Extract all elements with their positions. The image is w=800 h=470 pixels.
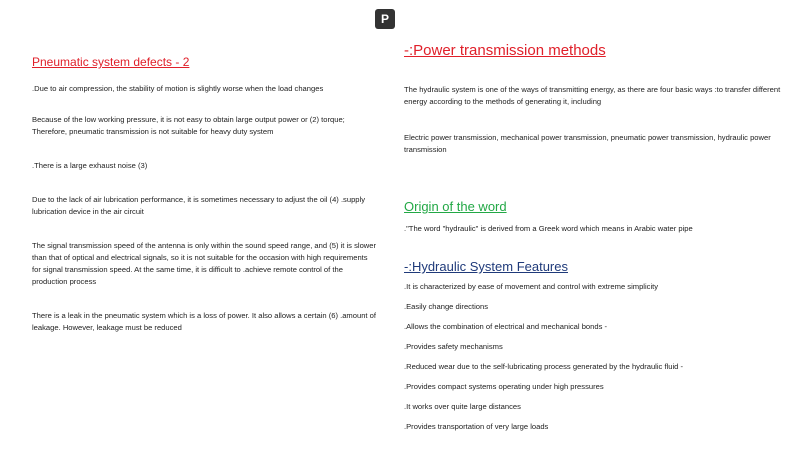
feature-item: .It is characterized by ease of movement and control with extreme simplicity bbox=[404, 282, 659, 291]
feature-item: .Reduced wear due to the self-lubricating process generated by the hydraulic fluid - bbox=[404, 362, 684, 371]
right-column bbox=[404, 42, 784, 441]
defect-paragraph-1: .Due to air compression, the stability of motion is slightly worse when the load changes bbox=[32, 84, 324, 93]
feature-item: .Provides compact systems operating under high pressures bbox=[404, 382, 604, 391]
power-transmission-heading: -:Power transmission methods bbox=[404, 42, 606, 59]
feature-item: .It works over quite large distances bbox=[404, 402, 521, 411]
features-list bbox=[404, 281, 784, 433]
hydraulic-features-heading: -:Hydraulic System Features bbox=[404, 259, 568, 274]
defect-paragraph-5: The signal transmission speed of the antenna is only within the sound speed range, and (5) it is slower than that of optical and electrical signals, so it is not suitable for the occasion with high requirements for signal transmission speed. At the same time, it is difficult to .achieve remote control of the production process bbox=[32, 241, 377, 286]
defect-paragraph-6: There is a leak in the pneumatic system which is a loss of power. It also allows a certain (6) .amount of leakage. However, leakage must be reduced bbox=[32, 311, 376, 332]
origin-heading: Origin of the word bbox=[404, 199, 507, 214]
origin-paragraph: ."The word "hydraulic" is derived from a Greek word which means in Arabic water pipe bbox=[404, 224, 693, 233]
transmission-intro-paragraph: The hydraulic system is one of the ways of transmitting energy, as there are four basic ways :to transfer different energy according to the methods of generating it, including bbox=[404, 85, 781, 106]
feature-item: .Provides transportation of very large loads bbox=[404, 422, 549, 431]
defect-paragraph-4: Due to the lack of air lubrication performance, it is sometimes necessary to adjust the oil (4) .supply lubrication device in the air circuit bbox=[32, 195, 366, 216]
left-column bbox=[32, 55, 377, 356]
feature-item: .Provides safety mechanisms bbox=[404, 342, 503, 351]
pneumatic-defects-heading: Pneumatic system defects - 2 bbox=[32, 55, 190, 69]
transmission-types-paragraph: Electric power transmission, mechanical power transmission, pneumatic power transmission, hydraulic power transmission bbox=[404, 133, 771, 154]
page-badge-icon bbox=[375, 9, 395, 29]
feature-item: .Easily change directions bbox=[404, 302, 488, 311]
defect-paragraph-2: Because of the low working pressure, it is not easy to obtain large output power or (2) torque; Therefore, pneumatic transmission is not suitable for heavy duty system bbox=[32, 115, 345, 136]
defect-paragraph-3: .There is a large exhaust noise (3) bbox=[32, 161, 148, 170]
page-badge-letter: P bbox=[380, 12, 389, 26]
feature-item: .Allows the combination of electrical and mechanical bonds - bbox=[404, 322, 608, 331]
